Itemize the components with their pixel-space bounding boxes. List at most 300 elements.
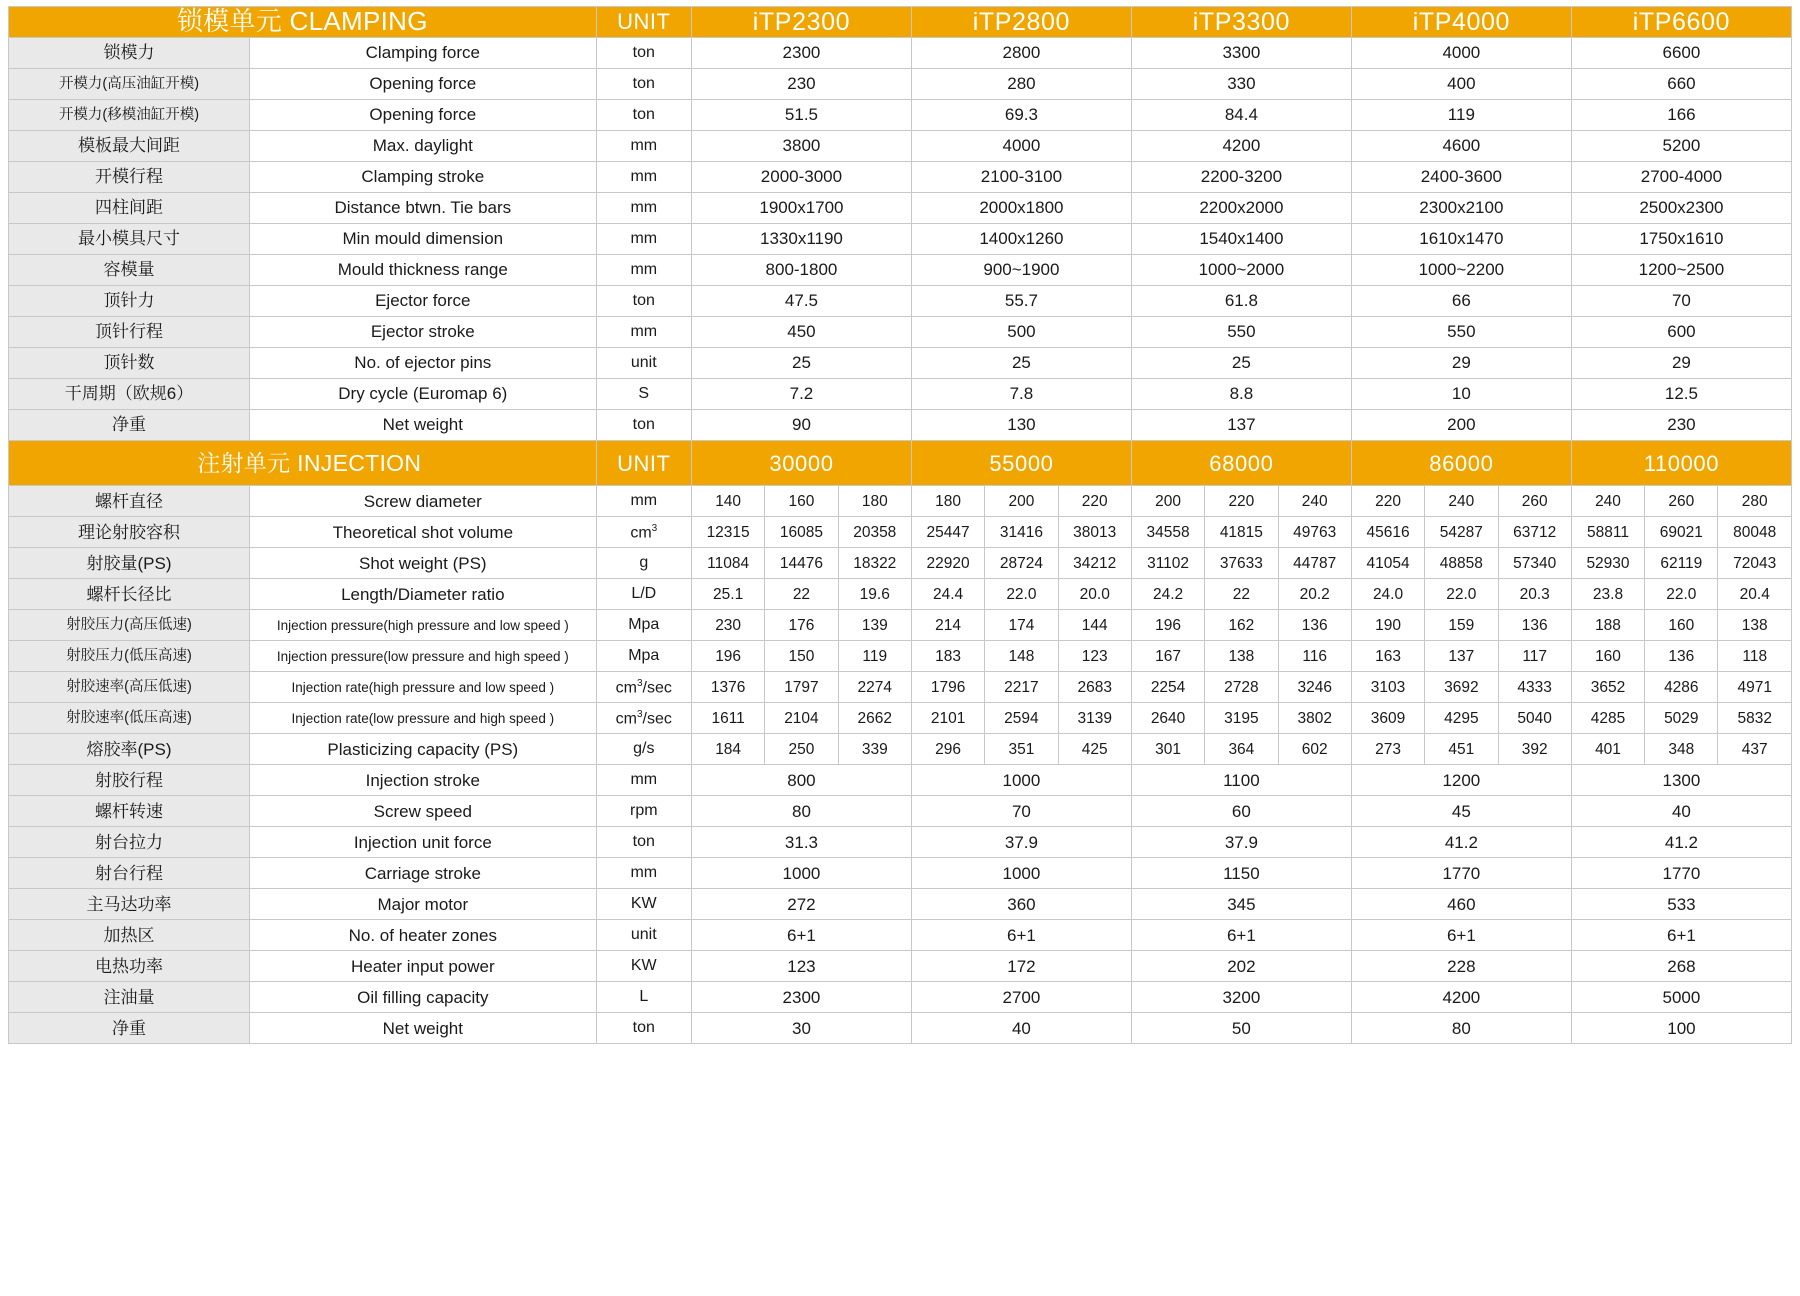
cell-value: 139 bbox=[838, 610, 911, 641]
cell-value: 4200 bbox=[1131, 131, 1351, 162]
cell-value: 4285 bbox=[1571, 703, 1644, 734]
cell-value: 24.0 bbox=[1351, 579, 1424, 610]
row-label-cn: 射胶压力(低压高速) bbox=[9, 641, 250, 672]
cell-value: 5029 bbox=[1645, 703, 1718, 734]
cell-value: 3200 bbox=[1131, 982, 1351, 1013]
cell-value: 2200-3200 bbox=[1131, 162, 1351, 193]
cell-value: 351 bbox=[985, 734, 1058, 765]
cell-value: 3246 bbox=[1278, 672, 1351, 703]
cell-value: 6600 bbox=[1571, 38, 1791, 69]
row-label-cn: 最小模具尺寸 bbox=[9, 224, 250, 255]
cell-value: 6+1 bbox=[911, 920, 1131, 951]
cell-value: 200 bbox=[985, 486, 1058, 517]
row-label-en: Net weight bbox=[250, 410, 597, 441]
cell-value: 34212 bbox=[1058, 548, 1131, 579]
cell-value: 2500x2300 bbox=[1571, 193, 1791, 224]
cell-value: 138 bbox=[1205, 641, 1278, 672]
cell-value: 19.6 bbox=[838, 579, 911, 610]
row-label-en: Length/Diameter ratio bbox=[250, 579, 597, 610]
cell-value: 550 bbox=[1131, 317, 1351, 348]
cell-value: 500 bbox=[911, 317, 1131, 348]
cell-value: 163 bbox=[1351, 641, 1424, 672]
cell-value: 425 bbox=[1058, 734, 1131, 765]
cell-value: 116 bbox=[1278, 641, 1351, 672]
cell-value: 18322 bbox=[838, 548, 911, 579]
table-row bbox=[9, 765, 1792, 796]
row-label-en: Injection pressure(low pressure and high speed ) bbox=[250, 641, 597, 672]
cell-value: 600 bbox=[1571, 317, 1791, 348]
cell-value: 1540x1400 bbox=[1131, 224, 1351, 255]
cell-value: 202 bbox=[1131, 951, 1351, 982]
table-row bbox=[9, 672, 1792, 703]
clamping-unit-header: UNIT bbox=[596, 7, 691, 38]
cell-value: 400 bbox=[1351, 69, 1571, 100]
cell-value: 24.2 bbox=[1131, 579, 1204, 610]
cell-value: 119 bbox=[838, 641, 911, 672]
cell-value: 1770 bbox=[1351, 858, 1571, 889]
cell-value: 220 bbox=[1205, 486, 1278, 517]
cell-value: 31102 bbox=[1131, 548, 1204, 579]
cell-value: 2662 bbox=[838, 703, 911, 734]
cell-value: 460 bbox=[1351, 889, 1571, 920]
cell-value: 150 bbox=[765, 641, 838, 672]
injection-header-row bbox=[9, 441, 1792, 486]
cell-value: 148 bbox=[985, 641, 1058, 672]
cell-value: 1797 bbox=[765, 672, 838, 703]
cell-value: 6+1 bbox=[1571, 920, 1791, 951]
row-label-cn: 四柱间距 bbox=[9, 193, 250, 224]
cell-value: 180 bbox=[838, 486, 911, 517]
cell-value: 301 bbox=[1131, 734, 1204, 765]
cell-value: 100 bbox=[1571, 1013, 1791, 1044]
cell-value: 31416 bbox=[985, 517, 1058, 548]
cell-value: 20.2 bbox=[1278, 579, 1351, 610]
table-row bbox=[9, 703, 1792, 734]
row-unit: ton bbox=[596, 827, 691, 858]
cell-value: 1200~2500 bbox=[1571, 255, 1791, 286]
table-row bbox=[9, 317, 1792, 348]
cell-value: 137 bbox=[1425, 641, 1498, 672]
row-label-cn: 开模行程 bbox=[9, 162, 250, 193]
injection-section-title: 注射单元 INJECTION bbox=[9, 441, 597, 486]
cell-value: 5040 bbox=[1498, 703, 1571, 734]
cell-value: 25 bbox=[911, 348, 1131, 379]
cell-value: 2000-3000 bbox=[691, 162, 911, 193]
cell-value: 2300 bbox=[691, 982, 911, 1013]
row-unit: ton bbox=[596, 100, 691, 131]
table-row bbox=[9, 920, 1792, 951]
cell-value: 3300 bbox=[1131, 38, 1351, 69]
row-label-en: Heater input power bbox=[250, 951, 597, 982]
table-row bbox=[9, 224, 1792, 255]
cell-value: 1770 bbox=[1571, 858, 1791, 889]
cell-value: 7.8 bbox=[911, 379, 1131, 410]
row-label-cn: 主马达功率 bbox=[9, 889, 250, 920]
cell-value: 22.0 bbox=[1425, 579, 1498, 610]
cell-value: 22920 bbox=[911, 548, 984, 579]
cell-value: 1750x1610 bbox=[1571, 224, 1791, 255]
cell-value: 117 bbox=[1498, 641, 1571, 672]
cell-value: 80 bbox=[1351, 1013, 1571, 1044]
cell-value: 6+1 bbox=[691, 920, 911, 951]
row-unit: ton bbox=[596, 1013, 691, 1044]
cell-value: 180 bbox=[911, 486, 984, 517]
cell-value: 29 bbox=[1351, 348, 1571, 379]
clamping-model-header-iTP3300: iTP3300 bbox=[1131, 7, 1351, 38]
clamping-section-title: 锁模单元 CLAMPING bbox=[9, 7, 597, 38]
cell-value: 188 bbox=[1571, 610, 1644, 641]
row-label-en: Opening force bbox=[250, 100, 597, 131]
row-unit: mm bbox=[596, 224, 691, 255]
table-row bbox=[9, 889, 1792, 920]
cell-value: 1400x1260 bbox=[911, 224, 1131, 255]
row-label-en: Mould thickness range bbox=[250, 255, 597, 286]
cell-value: 136 bbox=[1645, 641, 1718, 672]
cell-value: 2640 bbox=[1131, 703, 1204, 734]
cell-value: 63712 bbox=[1498, 517, 1571, 548]
row-unit: mm bbox=[596, 162, 691, 193]
cell-value: 16085 bbox=[765, 517, 838, 548]
cell-value: 1000~2200 bbox=[1351, 255, 1571, 286]
row-unit: ton bbox=[596, 38, 691, 69]
cell-value: 5832 bbox=[1718, 703, 1792, 734]
row-unit: ton bbox=[596, 410, 691, 441]
cell-value: 37.9 bbox=[911, 827, 1131, 858]
cell-value: 280 bbox=[911, 69, 1131, 100]
cell-value: 3103 bbox=[1351, 672, 1424, 703]
cell-value: 41.2 bbox=[1351, 827, 1571, 858]
cell-value: 1376 bbox=[691, 672, 764, 703]
row-unit: Mpa bbox=[596, 641, 691, 672]
cell-value: 296 bbox=[911, 734, 984, 765]
cell-value: 58811 bbox=[1571, 517, 1644, 548]
table-row bbox=[9, 1013, 1792, 1044]
row-unit: mm bbox=[596, 486, 691, 517]
cell-value: 200 bbox=[1351, 410, 1571, 441]
cell-value: 162 bbox=[1205, 610, 1278, 641]
cell-value: 4600 bbox=[1351, 131, 1571, 162]
row-unit: unit bbox=[596, 348, 691, 379]
cell-value: 176 bbox=[765, 610, 838, 641]
cell-value: 1000 bbox=[911, 765, 1131, 796]
row-label-cn: 电热功率 bbox=[9, 951, 250, 982]
cell-value: 4295 bbox=[1425, 703, 1498, 734]
cell-value: 3800 bbox=[691, 131, 911, 162]
cell-value: 45 bbox=[1351, 796, 1571, 827]
cell-value: 2728 bbox=[1205, 672, 1278, 703]
cell-value: 60 bbox=[1131, 796, 1351, 827]
row-label-cn: 射胶速率(高压低速) bbox=[9, 672, 250, 703]
cell-value: 280 bbox=[1718, 486, 1792, 517]
cell-value: 250 bbox=[765, 734, 838, 765]
cell-value: 70 bbox=[1571, 286, 1791, 317]
row-unit: $cm^3/\sec$ bbox=[596, 672, 691, 703]
cell-value: 8.8 bbox=[1131, 379, 1351, 410]
cell-value: 118 bbox=[1718, 641, 1792, 672]
cell-value: 30 bbox=[691, 1013, 911, 1044]
cell-value: 22.0 bbox=[1645, 579, 1718, 610]
table-row bbox=[9, 982, 1792, 1013]
cell-value: 23.8 bbox=[1571, 579, 1644, 610]
row-label-en: Screw diameter bbox=[250, 486, 597, 517]
cell-value: 12315 bbox=[691, 517, 764, 548]
row-unit: rpm bbox=[596, 796, 691, 827]
cell-value: 1100 bbox=[1131, 765, 1351, 796]
cell-value: 2000x1800 bbox=[911, 193, 1131, 224]
cell-value: 80048 bbox=[1718, 517, 1792, 548]
table-row bbox=[9, 255, 1792, 286]
injection-model-header-55000: 55000 bbox=[911, 441, 1131, 486]
cell-value: 137 bbox=[1131, 410, 1351, 441]
cell-value: 25 bbox=[1131, 348, 1351, 379]
row-label-cn: 顶针数 bbox=[9, 348, 250, 379]
table-row bbox=[9, 69, 1792, 100]
cell-value: 29 bbox=[1571, 348, 1791, 379]
row-label-en: Ejector stroke bbox=[250, 317, 597, 348]
cell-value: 602 bbox=[1278, 734, 1351, 765]
cell-value: 41815 bbox=[1205, 517, 1278, 548]
cell-value: 1000 bbox=[911, 858, 1131, 889]
cell-value: 240 bbox=[1425, 486, 1498, 517]
cell-value: 41.2 bbox=[1571, 827, 1791, 858]
cell-value: 14476 bbox=[765, 548, 838, 579]
row-unit: $cm^3/\sec$ bbox=[596, 703, 691, 734]
cell-value: 1200 bbox=[1351, 765, 1571, 796]
cell-value: 140 bbox=[691, 486, 764, 517]
cell-value: 260 bbox=[1498, 486, 1571, 517]
cell-value: 52930 bbox=[1571, 548, 1644, 579]
cell-value: 1000 bbox=[691, 858, 911, 889]
cell-value: 40 bbox=[911, 1013, 1131, 1044]
cell-value: 437 bbox=[1718, 734, 1792, 765]
table-row bbox=[9, 610, 1792, 641]
row-label-en: Min mould dimension bbox=[250, 224, 597, 255]
cell-value: 3139 bbox=[1058, 703, 1131, 734]
injection-unit-header: UNIT bbox=[596, 441, 691, 486]
row-label-cn: 模板最大间距 bbox=[9, 131, 250, 162]
cell-value: 268 bbox=[1571, 951, 1791, 982]
cell-value: 22 bbox=[765, 579, 838, 610]
cell-value: 50 bbox=[1131, 1013, 1351, 1044]
cell-value: 48858 bbox=[1425, 548, 1498, 579]
cell-value: 240 bbox=[1571, 486, 1644, 517]
row-label-en: Injection rate(high pressure and low speed ) bbox=[250, 672, 597, 703]
cell-value: 392 bbox=[1498, 734, 1571, 765]
cell-value: 25447 bbox=[911, 517, 984, 548]
row-label-cn: 干周期（欧规6） bbox=[9, 379, 250, 410]
cell-value: 160 bbox=[1571, 641, 1644, 672]
cell-value: 2200x2000 bbox=[1131, 193, 1351, 224]
cell-value: 4000 bbox=[1351, 38, 1571, 69]
cell-value: 184 bbox=[691, 734, 764, 765]
injection-model-header-68000: 68000 bbox=[1131, 441, 1351, 486]
row-label-en: Distance btwn. Tie bars bbox=[250, 193, 597, 224]
row-unit: L/D bbox=[596, 579, 691, 610]
row-label-en: Max. daylight bbox=[250, 131, 597, 162]
cell-value: 6+1 bbox=[1351, 920, 1571, 951]
table-row bbox=[9, 517, 1792, 548]
cell-value: 220 bbox=[1351, 486, 1424, 517]
cell-value: 84.4 bbox=[1131, 100, 1351, 131]
cell-value: 1611 bbox=[691, 703, 764, 734]
cell-value: 41054 bbox=[1351, 548, 1424, 579]
table-row bbox=[9, 348, 1792, 379]
row-label-en: No. of heater zones bbox=[250, 920, 597, 951]
row-label-en: Injection pressure(high pressure and low speed ) bbox=[250, 610, 597, 641]
row-label-en: Clamping stroke bbox=[250, 162, 597, 193]
cell-value: 4333 bbox=[1498, 672, 1571, 703]
cell-value: 240 bbox=[1278, 486, 1351, 517]
cell-value: 451 bbox=[1425, 734, 1498, 765]
cell-value: 130 bbox=[911, 410, 1131, 441]
cell-value: 44787 bbox=[1278, 548, 1351, 579]
row-label-cn: 理论射胶容积 bbox=[9, 517, 250, 548]
cell-value: 1300 bbox=[1571, 765, 1791, 796]
injection-model-header-86000: 86000 bbox=[1351, 441, 1571, 486]
row-label-cn: 净重 bbox=[9, 410, 250, 441]
cell-value: 172 bbox=[911, 951, 1131, 982]
cell-value: 2400-3600 bbox=[1351, 162, 1571, 193]
row-label-en: Screw speed bbox=[250, 796, 597, 827]
cell-value: 119 bbox=[1351, 100, 1571, 131]
table-row bbox=[9, 827, 1792, 858]
row-label-en: Injection stroke bbox=[250, 765, 597, 796]
cell-value: 2300x2100 bbox=[1351, 193, 1571, 224]
cell-value: 4286 bbox=[1645, 672, 1718, 703]
cell-value: 5000 bbox=[1571, 982, 1791, 1013]
cell-value: 2683 bbox=[1058, 672, 1131, 703]
cell-value: 348 bbox=[1645, 734, 1718, 765]
clamping-model-header-iTP2300: iTP2300 bbox=[691, 7, 911, 38]
cell-value: 2217 bbox=[985, 672, 1058, 703]
row-label-cn: 螺杆转速 bbox=[9, 796, 250, 827]
cell-value: 183 bbox=[911, 641, 984, 672]
cell-value: 159 bbox=[1425, 610, 1498, 641]
cell-value: 34558 bbox=[1131, 517, 1204, 548]
cell-value: 6+1 bbox=[1131, 920, 1351, 951]
table-row bbox=[9, 548, 1792, 579]
cell-value: 25.1 bbox=[691, 579, 764, 610]
row-label-cn: 射胶量(PS) bbox=[9, 548, 250, 579]
table-row bbox=[9, 379, 1792, 410]
row-label-cn: 射胶压力(高压低速) bbox=[9, 610, 250, 641]
cell-value: 2254 bbox=[1131, 672, 1204, 703]
cell-value: 2800 bbox=[911, 38, 1131, 69]
row-label-en: Oil filling capacity bbox=[250, 982, 597, 1013]
row-label-cn: 顶针力 bbox=[9, 286, 250, 317]
cell-value: 24.4 bbox=[911, 579, 984, 610]
cell-value: 401 bbox=[1571, 734, 1644, 765]
cell-value: 20358 bbox=[838, 517, 911, 548]
table-row bbox=[9, 162, 1792, 193]
cell-value: 660 bbox=[1571, 69, 1791, 100]
cell-value: 3609 bbox=[1351, 703, 1424, 734]
row-label-cn: 加热区 bbox=[9, 920, 250, 951]
table-row bbox=[9, 286, 1792, 317]
cell-value: 90 bbox=[691, 410, 911, 441]
cell-value: 800-1800 bbox=[691, 255, 911, 286]
table-row bbox=[9, 579, 1792, 610]
specification-table bbox=[8, 6, 1792, 1044]
table-row bbox=[9, 486, 1792, 517]
cell-value: 51.5 bbox=[691, 100, 911, 131]
row-label-en: Injection rate(low pressure and high speed ) bbox=[250, 703, 597, 734]
row-label-en: No. of ejector pins bbox=[250, 348, 597, 379]
row-label-cn: 净重 bbox=[9, 1013, 250, 1044]
cell-value: 54287 bbox=[1425, 517, 1498, 548]
cell-value: 136 bbox=[1278, 610, 1351, 641]
cell-value: 339 bbox=[838, 734, 911, 765]
row-unit: mm bbox=[596, 858, 691, 889]
cell-value: 190 bbox=[1351, 610, 1424, 641]
row-unit: KW bbox=[596, 889, 691, 920]
cell-value: 220 bbox=[1058, 486, 1131, 517]
cell-value: 28724 bbox=[985, 548, 1058, 579]
cell-value: 364 bbox=[1205, 734, 1278, 765]
cell-value: 230 bbox=[1571, 410, 1791, 441]
row-label-cn: 锁模力 bbox=[9, 38, 250, 69]
row-unit: $cm^3$ bbox=[596, 517, 691, 548]
cell-value: 230 bbox=[691, 610, 764, 641]
table-row bbox=[9, 100, 1792, 131]
cell-value: 22 bbox=[1205, 579, 1278, 610]
row-unit: g/s bbox=[596, 734, 691, 765]
cell-value: 3692 bbox=[1425, 672, 1498, 703]
cell-value: 2594 bbox=[985, 703, 1058, 734]
cell-value: 200 bbox=[1131, 486, 1204, 517]
cell-value: 20.3 bbox=[1498, 579, 1571, 610]
row-label-cn: 顶针行程 bbox=[9, 317, 250, 348]
cell-value: 4971 bbox=[1718, 672, 1792, 703]
table-row bbox=[9, 131, 1792, 162]
cell-value: 40 bbox=[1571, 796, 1791, 827]
cell-value: 533 bbox=[1571, 889, 1791, 920]
cell-value: 20.0 bbox=[1058, 579, 1131, 610]
cell-value: 25 bbox=[691, 348, 911, 379]
cell-value: 230 bbox=[691, 69, 911, 100]
cell-value: 47.5 bbox=[691, 286, 911, 317]
cell-value: 80 bbox=[691, 796, 911, 827]
cell-value: 272 bbox=[691, 889, 911, 920]
cell-value: 5200 bbox=[1571, 131, 1791, 162]
row-label-cn: 开模力(移模油缸开模) bbox=[9, 100, 250, 131]
row-label-cn: 射台行程 bbox=[9, 858, 250, 889]
cell-value: 196 bbox=[1131, 610, 1204, 641]
cell-value: 3652 bbox=[1571, 672, 1644, 703]
row-unit: mm bbox=[596, 765, 691, 796]
row-label-cn: 射台拉力 bbox=[9, 827, 250, 858]
cell-value: 66 bbox=[1351, 286, 1571, 317]
injection-model-header-110000: 110000 bbox=[1571, 441, 1791, 486]
cell-value: 4200 bbox=[1351, 982, 1571, 1013]
cell-value: 3802 bbox=[1278, 703, 1351, 734]
clamping-model-header-iTP2800: iTP2800 bbox=[911, 7, 1131, 38]
cell-value: 37633 bbox=[1205, 548, 1278, 579]
row-label-cn: 射胶速率(低压高速) bbox=[9, 703, 250, 734]
row-label-en: Clamping force bbox=[250, 38, 597, 69]
cell-value: 800 bbox=[691, 765, 911, 796]
cell-value: 72043 bbox=[1718, 548, 1792, 579]
cell-value: 3195 bbox=[1205, 703, 1278, 734]
cell-value: 160 bbox=[765, 486, 838, 517]
cell-value: 330 bbox=[1131, 69, 1351, 100]
cell-value: 38013 bbox=[1058, 517, 1131, 548]
cell-value: 2104 bbox=[765, 703, 838, 734]
row-label-en: Ejector force bbox=[250, 286, 597, 317]
cell-value: 69021 bbox=[1645, 517, 1718, 548]
row-unit: unit bbox=[596, 920, 691, 951]
cell-value: 138 bbox=[1718, 610, 1792, 641]
